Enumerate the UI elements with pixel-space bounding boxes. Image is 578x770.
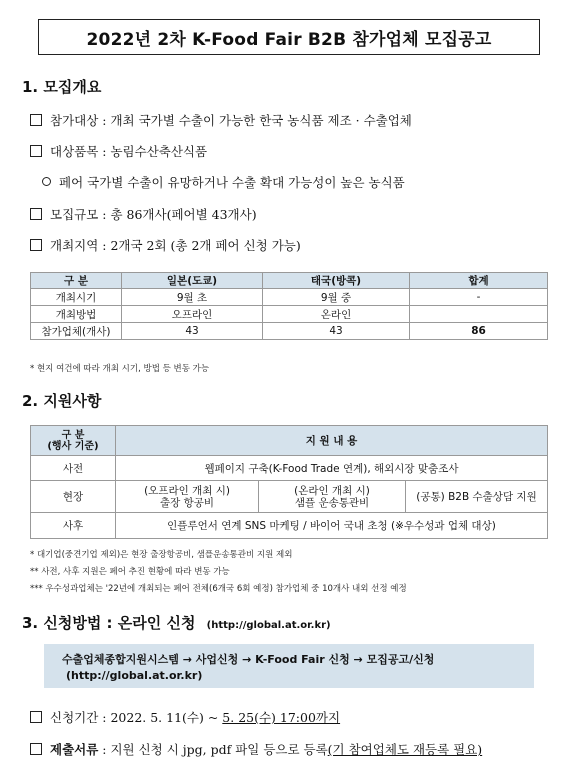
title-text: 2022년 2차 K-Food Fair B2B 참가업체 모집공고 [86,29,492,50]
table-cell: (공통) B2B 수출상담 지원 [406,481,548,513]
period-end: 5. 25(수) 17:00까지 [222,710,341,725]
table-cell: 오프라인 [122,306,263,323]
target-line [30,111,412,129]
target-value: 개최 국가별 수출이 가능한 한국 농식품 제조 · 수출업체 [110,113,412,128]
application-url: (http://global.at.or.kr) [66,669,203,682]
scale-label: 모집규모 : [50,207,111,222]
table-cell: 86 [410,323,548,340]
table-cell: 개최방법 [31,306,122,323]
table-header [31,426,116,456]
table-cell: 사전 [31,456,116,481]
region-line [30,236,301,254]
items-value: 농림수산축산식품 [110,144,208,159]
table-cell [116,481,259,513]
page-title [38,19,540,55]
table-row [31,481,548,513]
cell-line: (오프라인 개최 시) [144,484,230,497]
application-path-box [44,644,534,688]
table-header: 일본(도쿄) [122,273,263,289]
table-cell: 현장 [31,481,116,513]
section-3-url: (http://global.at.or.kr) [206,620,331,631]
table-cell: 43 [122,323,263,340]
checkbox-icon [30,114,42,126]
items-sub: 페어 국가별 수출이 유망하거나 수출 확대 가능성이 높은 농식품 [59,175,405,190]
cell-line: (온라인 개최 시) [294,484,370,497]
table-cell: 웹페이지 구축(K-Food Trade 연계), 해외시장 맞춤조사 [116,456,548,481]
scale-value: 총 86개사(페어별 43개사) [110,207,257,222]
table-cell: 참가업체(개사) [31,323,122,340]
checkbox-icon [30,239,42,251]
docs-note: (기 참여업체도 재등록 필요) [327,742,483,757]
sec2-note: ** 사전, 사후 지원은 페어 추진 현황에 따라 변동 가능 [30,567,230,577]
table-cell: - [410,289,548,306]
table-header: 태국(방콕) [263,273,410,289]
items-sub-line [42,173,405,191]
checkbox-icon [30,711,42,723]
overview-table [30,272,548,340]
period-line [30,708,340,726]
cell-line: 샘플 운송통관비 [294,496,370,509]
table-cell: 개최시기 [31,289,122,306]
section-3-heading [22,612,331,633]
header-line: (행사 기준) [47,440,99,452]
table-cell: 사후 [31,513,116,539]
circle-bullet-icon [42,177,51,186]
header-line: 구 분 [61,429,85,441]
sec2-note: *** 우수성과업체는 '22년에 개최되는 페어 전체(6개국 6회 예정) 참가업체 중 10개사 내외 선정 예정 [30,584,407,594]
table-cell: 43 [263,323,410,340]
table-cell: 온라인 [263,306,410,323]
target-label: 참가대상 : [50,113,111,128]
section-2-heading: 2. 지원사항 [22,392,102,410]
sec2-note: * 대기업(중견기업 제외)은 현장 출장항공비, 샘플운송통관비 지원 제외 [30,550,293,560]
table-cell: 9월 중 [263,289,410,306]
table-header-row [31,426,548,456]
checkbox-icon [30,743,42,755]
table-row [31,323,548,340]
items-line [30,142,207,160]
checkbox-icon [30,145,42,157]
checkbox-icon [30,208,42,220]
support-table [30,425,548,539]
application-path: 수출업체종합지원시스템 → 사업신청 → K-Food Fair 신청 → 모집공고/신청 [62,653,435,666]
section-1-heading: 1. 모집개요 [22,78,102,96]
table-header: 합계 [410,273,548,289]
items-label: 대상품목 : [50,144,111,159]
cell-line: 출장 항공비 [159,496,215,509]
table-cell [259,481,406,513]
table-row [31,289,548,306]
table-row [31,306,548,323]
sec1-note: * 현지 여건에 따라 개최 시기, 방법 등 변동 가능 [30,364,210,374]
period-label: 신청기간 : [50,710,111,725]
docs-line [30,740,482,758]
docs-label: 제출서류 [50,742,99,757]
table-header: 구 분 [31,273,122,289]
table-cell [410,306,548,323]
table-header: 지 원 내 용 [116,426,548,456]
region-value: 2개국 2회 (총 2개 페어 신청 가능) [110,238,301,253]
period-start: 2022. 5. 11(수) ~ [110,710,223,725]
region-label: 개최지역 : [50,238,111,253]
table-cell: 9월 초 [122,289,263,306]
table-cell: 인플루언서 연계 SNS 마케팅 / 바이어 국내 초청 (※우수성과 업체 대상) [116,513,548,539]
table-header-row [31,273,548,289]
section-3-title: 3. 신청방법 : 온라인 신청 [22,614,196,632]
table-row [31,513,548,539]
table-row [31,456,548,481]
docs-value: : 지원 신청 시 jpg, pdf 파일 등으로 등록 [98,742,328,757]
scale-line [30,205,257,223]
